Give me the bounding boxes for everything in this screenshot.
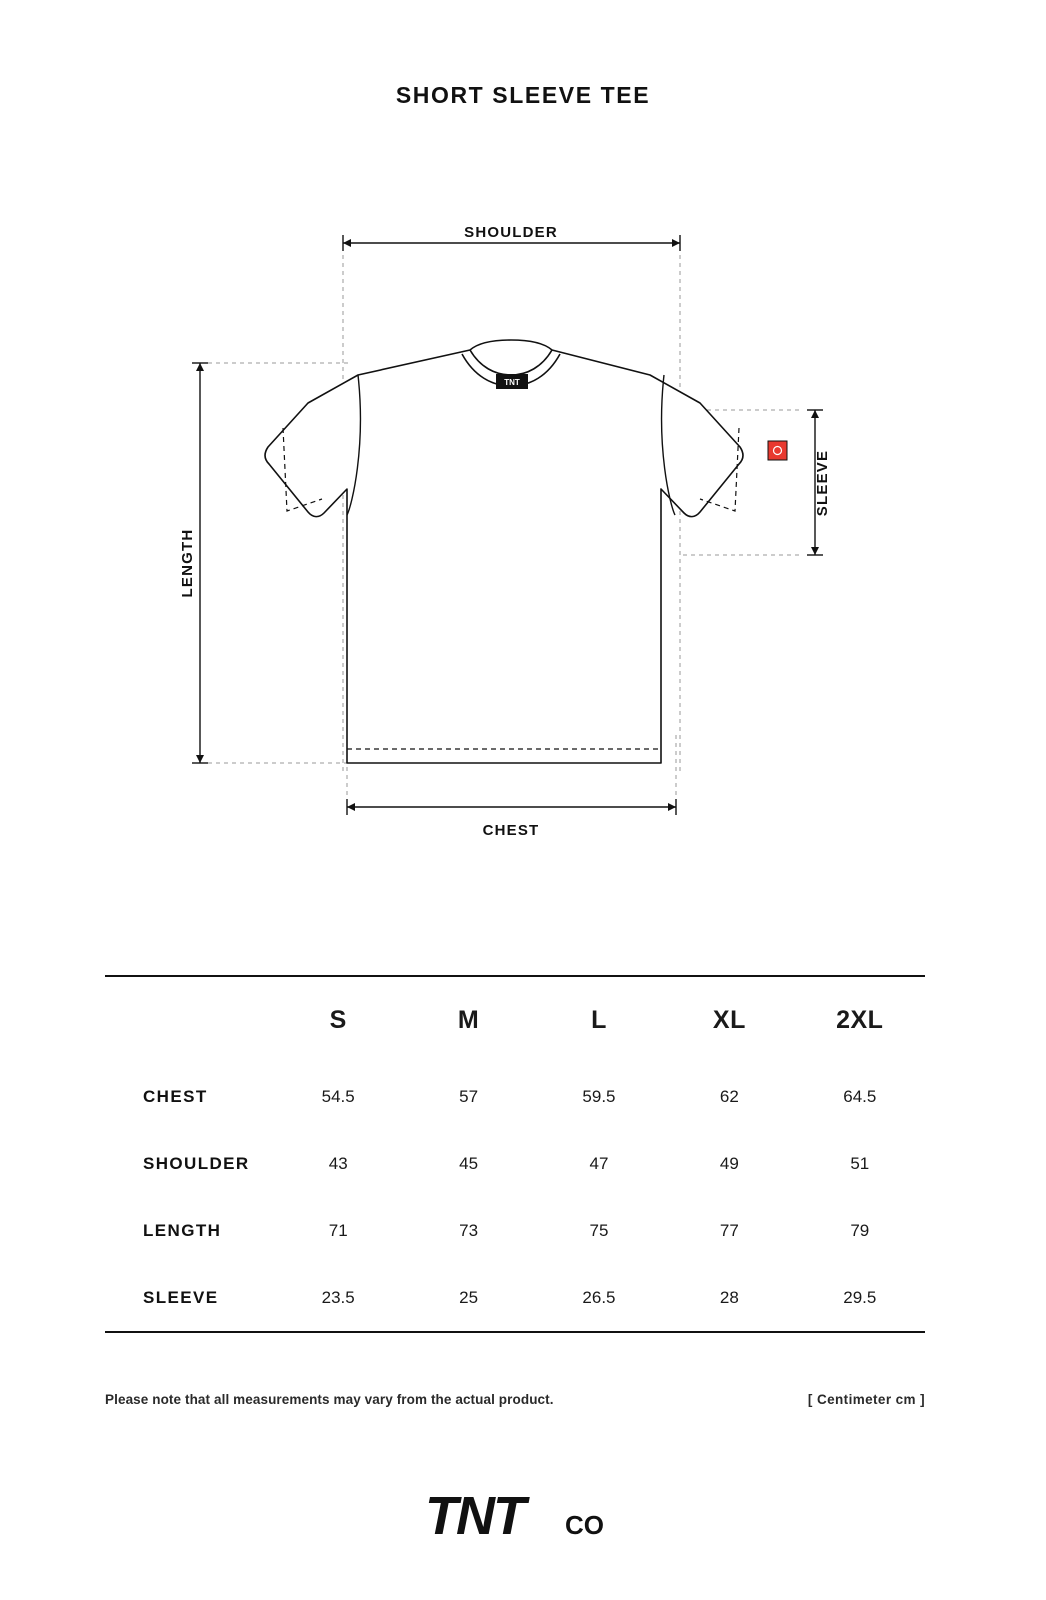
chest-dimension <box>347 799 676 815</box>
cell-chest-s: 54.5 <box>321 1086 355 1106</box>
length-label: LENGTH <box>179 528 196 598</box>
sleeve-tag-icon <box>768 441 787 460</box>
cell-sleeve-2xl: 29.5 <box>843 1287 877 1307</box>
size-header-s: S <box>329 1005 347 1034</box>
size-header-2xl: 2XL <box>836 1005 884 1034</box>
row-label-shoulder: SHOULDER <box>143 1153 250 1173</box>
cell-chest-xl: 62 <box>719 1086 739 1106</box>
table-header-row <box>105 977 925 1063</box>
size-chart <box>105 975 925 1333</box>
cell-sleeve-s: 23.5 <box>321 1287 355 1307</box>
table-row <box>105 1197 925 1264</box>
tee-outline <box>265 340 743 763</box>
neck-tag <box>496 374 528 389</box>
cell-chest-l: 59.5 <box>582 1086 616 1106</box>
cell-chest-2xl: 64.5 <box>843 1086 877 1106</box>
table-row <box>105 1063 925 1130</box>
cell-length-l: 75 <box>589 1220 609 1240</box>
cell-length-2xl: 79 <box>850 1220 870 1240</box>
size-header-m: M <box>457 1005 480 1034</box>
row-label-sleeve: SLEEVE <box>143 1287 219 1307</box>
cell-chest-m: 57 <box>459 1086 479 1106</box>
cell-length-xl: 77 <box>719 1220 739 1240</box>
size-table <box>105 977 925 1331</box>
svg-text:TNT: TNT <box>504 378 520 387</box>
cell-shoulder-m: 45 <box>459 1153 479 1173</box>
svg-text:TNT: TNT <box>425 1486 524 1546</box>
tee-measurement-diagram <box>0 215 1046 875</box>
table-row <box>105 1264 925 1331</box>
cell-shoulder-xl: 49 <box>719 1153 739 1173</box>
svg-text:CO: CO <box>565 1510 604 1540</box>
chest-label: CHEST <box>482 822 540 839</box>
cell-sleeve-m: 25 <box>459 1287 479 1307</box>
cell-shoulder-l: 47 <box>589 1153 609 1173</box>
table-row <box>105 1130 925 1197</box>
sleeve-label: SLEEVE <box>814 449 831 517</box>
unit-label: [ Centimeter cm ] <box>807 1392 925 1407</box>
cell-sleeve-xl: 28 <box>719 1287 739 1307</box>
tntco-logo-icon <box>413 1482 633 1552</box>
size-header-l: L <box>591 1005 607 1034</box>
size-header-xl: XL <box>712 1005 746 1034</box>
row-label-chest: CHEST <box>143 1086 208 1106</box>
footer-note <box>105 1392 925 1407</box>
table-bottom-rule <box>105 1331 925 1333</box>
cell-shoulder-s: 43 <box>328 1153 348 1173</box>
cell-length-m: 73 <box>459 1220 479 1240</box>
cell-sleeve-l: 26.5 <box>582 1287 616 1307</box>
row-label-length: LENGTH <box>143 1220 222 1240</box>
shoulder-label: SHOULDER <box>464 224 558 241</box>
table-corner-cell <box>105 977 273 1063</box>
brand-logo <box>0 1482 1046 1557</box>
cell-shoulder-2xl: 51 <box>850 1153 870 1173</box>
page-title: SHORT SLEEVE TEE <box>395 82 651 108</box>
cell-length-s: 71 <box>328 1220 348 1240</box>
measurement-disclaimer: Please note that all measurements may vary from the actual product. <box>105 1392 554 1407</box>
